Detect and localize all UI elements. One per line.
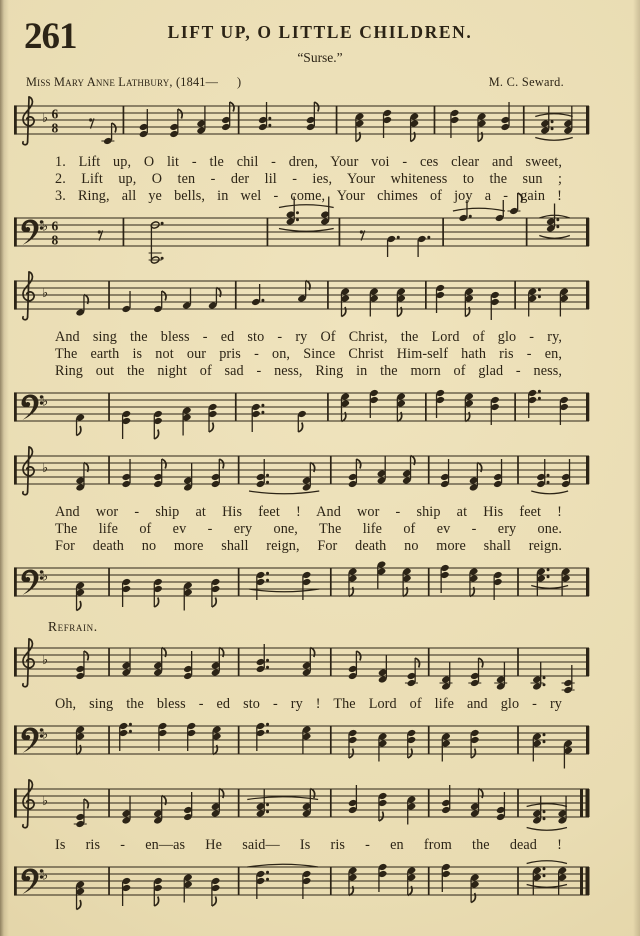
svg-text:♭: ♭ (42, 111, 49, 126)
refrain-label: Refrain. (48, 619, 98, 634)
music-system-1 (14, 94, 590, 266)
lyric-line: The life of ev - ery one, The life of ev - ery one. (55, 521, 562, 537)
lyric-line: Oh, sing the bless - ed sto - ry ! The Lord of life and glo - ry (55, 696, 562, 712)
lyric-line: Is ris - en—as He said— Is ris - en from the dead ! (55, 837, 562, 853)
verse-lyrics-3 (55, 504, 562, 555)
hymn-number: 261 (24, 16, 77, 57)
svg-text:♭: ♭ (42, 794, 49, 809)
svg-text:6: 6 (51, 106, 59, 122)
svg-text:♭: ♭ (42, 653, 49, 668)
lyric-line: And sing the bless - ed sto - ry Of Christ, the Lord of glo - ry, (55, 329, 562, 345)
svg-text:♭: ♭ (42, 727, 49, 743)
svg-text:8: 8 (51, 232, 59, 248)
treble-staff-3 (14, 444, 590, 504)
treble-staff-5 (14, 777, 590, 837)
author-credit: Miss Mary Anne Lathbury, (1841— ) (26, 75, 242, 89)
verse-lyrics-1 (55, 154, 562, 205)
lyric-line: 2. Lift up, O ten - der lil - ies, Your whiteness to the sun ; (55, 171, 562, 187)
bass-staff-4 (14, 714, 590, 774)
music-system-3 (14, 444, 590, 616)
lyric-line: 3. Ring, all ye bells, in wel - come, Your chimes of joy a - gain ! (55, 188, 562, 204)
page-title: LIFT UP, O LITTLE CHILDREN. (167, 22, 473, 42)
lyric-line: 1. Lift up, O lit - tle chil - dren, Your voi - ces clear and sweet, (55, 154, 562, 170)
svg-text:6: 6 (51, 218, 59, 234)
music-system-5-refrain (14, 777, 590, 915)
refrain-lyrics-1 (55, 696, 562, 713)
byline (26, 75, 564, 90)
treble-staff-4 (14, 636, 590, 696)
tune-name: “Surse.” (297, 50, 343, 65)
refrain-lyrics-2 (55, 837, 562, 854)
svg-text:♭: ♭ (42, 868, 49, 884)
treble-staff-2 (14, 269, 590, 329)
music-system-2 (14, 269, 590, 441)
page-header (0, 0, 640, 94)
bass-staff-2 (14, 381, 590, 441)
svg-text:8: 8 (51, 120, 59, 136)
svg-text:♭: ♭ (42, 286, 49, 301)
svg-text:♭: ♭ (42, 461, 49, 476)
lyric-line: Ring out the night of sad - ness, Ring in the morn of glad - ness, (55, 363, 562, 379)
lyric-line: For death no more shall reign, For death no more shall reign. (55, 538, 562, 554)
bass-staff-1 (14, 206, 590, 266)
lyric-line: The earth is not our pris - on, Since Christ Him-self hath ris - en, (55, 346, 562, 362)
svg-text:♭: ♭ (42, 219, 49, 235)
svg-text:♭: ♭ (42, 569, 49, 585)
lyric-line: And wor - ship at His feet ! And wor - ship at His feet ! (55, 504, 562, 520)
svg-text:♭: ♭ (42, 394, 49, 410)
composer-credit: M. C. Seward. (488, 75, 564, 89)
bass-staff-3 (14, 556, 590, 616)
bass-staff-5 (14, 855, 590, 915)
verse-lyrics-2 (55, 329, 562, 380)
music-system-4-refrain (14, 636, 590, 774)
treble-staff-1 (14, 94, 590, 154)
